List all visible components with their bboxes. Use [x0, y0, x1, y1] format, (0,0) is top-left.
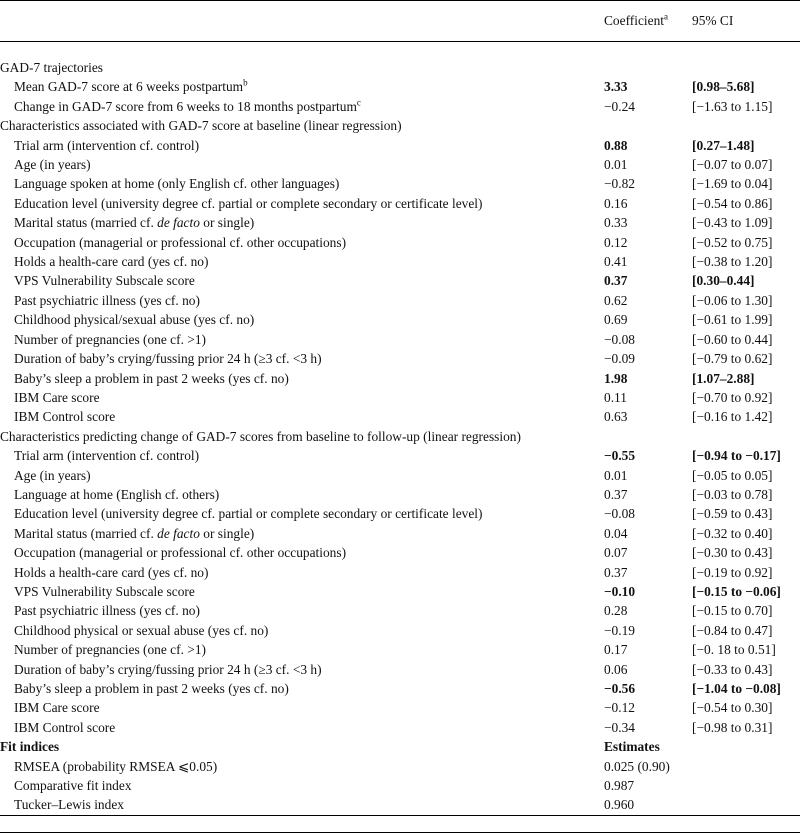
coefficient-cell: 0.28	[604, 603, 628, 619]
row-label: Language at home (English cf. others)	[14, 486, 220, 502]
table-row	[0, 485, 800, 504]
coefficient-cell: −0.56	[604, 681, 636, 696]
row-label: VPS Vulnerability Subscale score	[14, 273, 195, 289]
coefficient-cell: −0.09	[604, 351, 635, 367]
fit-indices-title: Fit indices	[0, 739, 60, 755]
row-label: Holds a health-care card (yes cf. no)	[14, 254, 209, 270]
row-label: Education level (university degree cf. partial or complete secondary or certificate level)	[14, 506, 483, 522]
table-row	[0, 174, 800, 193]
coefficient-cell: 0.04	[604, 525, 628, 541]
table-row	[0, 601, 800, 620]
table-row	[0, 388, 800, 407]
ci-cell: [−0.84 to 0.47]	[692, 622, 773, 638]
coefficient-cell: 0.12	[604, 234, 628, 250]
coefficient-cell: 0.17	[604, 642, 628, 658]
coefficient-cell: −0.34	[604, 719, 635, 735]
ci-cell: [−0.15 to −0.06]	[692, 583, 781, 599]
footnote-marker: c	[356, 97, 361, 108]
header-label-cell	[0, 1, 604, 42]
table-row	[0, 310, 800, 329]
ci-cell: [−0.98 to 0.31]	[692, 719, 773, 735]
coefficient-cell: 0.37	[604, 273, 628, 289]
ci-cell: [−0.60 to 0.44]	[692, 331, 773, 347]
section-title: GAD-7 trajectories	[0, 60, 103, 75]
table-row	[0, 504, 800, 523]
ci-cell: [−0.54 to 0.30]	[692, 700, 773, 716]
ci-cell: [−0.94 to −0.17]	[692, 448, 781, 464]
coefficient-cell: −0.19	[604, 622, 635, 638]
fit-index-row	[0, 776, 800, 795]
ci-cell: [−0.05 to 0.05]	[692, 467, 773, 483]
ci-cell: [−0.70 to 0.92]	[692, 389, 773, 405]
fit-index-row	[0, 757, 800, 776]
footnote-marker: b	[243, 77, 248, 88]
section-title: Characteristics associated with GAD-7 score at baseline (linear regression)	[0, 118, 402, 134]
row-label: Occupation (managerial or professional cf. other occupations)	[14, 545, 347, 561]
row-label: IBM Control score	[14, 409, 116, 425]
row-label: Age (in years)	[14, 157, 91, 173]
fit-index-label: Tucker–Lewis index	[0, 795, 604, 815]
coefficient-cell: −0.24	[604, 98, 635, 114]
row-label: IBM Care score	[14, 389, 100, 405]
coefficient-cell: 0.16	[604, 195, 628, 211]
coefficient-cell: −0.55	[604, 448, 636, 464]
table-row	[0, 582, 800, 601]
fit-index-value: 0.025 (0.90)	[604, 758, 670, 774]
table-row	[0, 543, 800, 562]
coefficient-cell: 0.41	[604, 254, 628, 270]
table-row	[0, 97, 800, 116]
table-row	[0, 679, 800, 698]
table-row	[0, 77, 800, 96]
coefficient-cell: 0.06	[604, 661, 628, 677]
row-label: VPS Vulnerability Subscale score	[14, 583, 195, 599]
row-label: Education level (university degree cf. partial or complete secondary or certificate level)	[14, 195, 483, 211]
ci-cell: [−0. 18 to 0.51]	[692, 642, 776, 658]
ci-cell: [−0.16 to 1.42]	[692, 409, 773, 425]
coefficient-cell: 0.69	[604, 312, 628, 328]
row-label: Number of pregnancies (one cf. >1)	[14, 331, 206, 347]
section-heading-row	[0, 58, 800, 77]
row-label: Past psychiatric illness (yes cf. no)	[14, 292, 200, 308]
coefficient-footnote-marker: a	[664, 11, 668, 22]
row-label: Occupation (managerial or professional cf. other occupations)	[14, 234, 347, 250]
table-row	[0, 698, 800, 717]
coefficient-cell: 0.01	[604, 467, 628, 483]
coefficient-cell: 0.07	[604, 545, 628, 561]
table-row	[0, 252, 800, 271]
coefficient-cell: 0.63	[604, 409, 628, 425]
section-title: Characteristics predicting change of GAD-7 scores from baseline to follow-up (linear regression)	[0, 428, 521, 444]
row-label: Childhood physical or sexual abuse (yes cf. no)	[14, 622, 269, 638]
table-row	[0, 330, 800, 349]
coefficient-cell: −0.10	[604, 583, 636, 599]
section-heading-row	[0, 427, 800, 446]
table-row	[0, 136, 800, 155]
row-label: IBM Care score	[14, 700, 100, 716]
table-body	[0, 42, 800, 833]
coefficient-cell: 0.11	[604, 389, 627, 405]
table-row	[0, 563, 800, 582]
ci-cell: [−1.04 to −0.08]	[692, 681, 781, 696]
table-row	[0, 349, 800, 368]
ci-cell: [−0.19 to 0.92]	[692, 564, 773, 580]
table-row	[0, 271, 800, 290]
row-label: Baby’s sleep a problem in past 2 weeks (yes cf. no)	[14, 681, 289, 696]
row-label: Past psychiatric illness (yes cf. no)	[14, 603, 200, 619]
coefficient-cell: 0.62	[604, 292, 628, 308]
ci-cell: [−0.32 to 0.40]	[692, 525, 773, 541]
fit-index-label: Comparative fit index	[14, 778, 132, 794]
coefficient-cell: 0.88	[604, 137, 628, 153]
row-label: Age (in years)	[14, 467, 91, 483]
row-label: Duration of baby’s crying/fussing prior 24 h (≥3 cf. <3 h)	[14, 351, 322, 367]
table-row	[0, 640, 800, 659]
estimates-header: Estimates	[604, 739, 660, 755]
coefficient-header: Coefficient$^a$	[604, 1, 692, 42]
table-row	[0, 291, 800, 310]
row-label: Childhood physical/sexual abuse (yes cf. no)	[14, 312, 255, 328]
coefficient-cell: 0.37	[604, 486, 628, 502]
table-row	[0, 407, 800, 426]
ci-cell: [−0.03 to 0.78]	[692, 486, 773, 502]
coefficient-cell: −0.08	[604, 331, 635, 347]
row-label: Number of pregnancies (one cf. >1)	[14, 642, 206, 658]
section-heading-row	[0, 116, 800, 135]
ci-cell: [−0.07 to 0.07]	[692, 157, 773, 173]
ci-cell: [−0.54 to 0.86]	[692, 195, 773, 211]
table-row	[0, 446, 800, 465]
coefficient-cell: −0.82	[604, 176, 635, 192]
ci-cell: [−0.06 to 1.30]	[692, 292, 773, 308]
ci-cell: [−0.33 to 0.43]	[692, 661, 773, 677]
coefficient-cell: 0.37	[604, 564, 628, 580]
table-row	[0, 718, 800, 737]
ci-cell: [−0.52 to 0.75]	[692, 234, 773, 250]
ci-cell: [0.30–0.44]	[692, 273, 755, 289]
table-row	[0, 369, 800, 388]
coefficient-cell: 3.33	[604, 79, 628, 95]
coefficient-cell: −0.08	[604, 506, 635, 522]
ci-cell: [−0.59 to 0.43]	[692, 506, 773, 522]
fit-index-label: RMSEA (probability RMSEA ⩽0.05)	[14, 758, 218, 774]
table-row	[0, 233, 800, 252]
coefficient-cell: 0.01	[604, 157, 628, 173]
table-row	[0, 194, 800, 213]
row-label: Trial arm (intervention cf. control)	[14, 137, 200, 153]
coefficient-cell: 0.33	[604, 215, 628, 231]
coefficient-cell: −0.12	[604, 700, 635, 716]
row-label: Baby’s sleep a problem in past 2 weeks (yes cf. no)	[14, 370, 289, 386]
table-row	[0, 213, 800, 232]
table-row	[0, 466, 800, 485]
ci-cell: [−0.79 to 0.62]	[692, 351, 773, 367]
ci-cell: [−1.69 to 0.04]	[692, 176, 773, 192]
ci-cell: [−0.43 to 1.09]	[692, 215, 773, 231]
fit-index-value: 0.960	[604, 795, 800, 815]
ci-cell: [−0.15 to 0.70]	[692, 603, 773, 619]
row-label: Language spoken at home (only English cf. other languages)	[14, 176, 340, 192]
row-label: IBM Control score	[14, 719, 116, 735]
row-label: Trial arm (intervention cf. control)	[14, 448, 200, 464]
ci-cell: [0.27–1.48]	[692, 137, 755, 153]
row-label: Marital status (married cf. de facto or single)	[14, 525, 255, 541]
row-label: Duration of baby’s crying/fussing prior 24 h (≥3 cf. <3 h)	[14, 661, 322, 677]
fit-index-value: 0.987	[604, 778, 635, 794]
ci-cell: [−0.61 to 1.99]	[692, 312, 773, 328]
ci-cell: [0.98–5.68]	[692, 79, 755, 95]
row-label: Change in GAD-7 score from 6 weeks to 18 months postpartum$^c$	[14, 97, 361, 114]
header-rule	[0, 42, 800, 59]
table-row	[0, 155, 800, 174]
fit-indices-heading-row	[0, 737, 800, 756]
ci-cell: [−0.30 to 0.43]	[692, 545, 773, 561]
table-row	[0, 621, 800, 640]
table-header-row	[0, 1, 800, 42]
ci-header: 95% CI	[692, 1, 800, 42]
table-row	[0, 660, 800, 679]
table-row	[0, 524, 800, 543]
fit-index-row	[0, 795, 800, 815]
row-label: Mean GAD-7 score at 6 weeks postpartum$^b$	[14, 77, 248, 95]
coefficient-cell: 1.98	[604, 370, 628, 386]
row-label: Marital status (married cf. de facto or single)	[14, 215, 255, 231]
row-label: Holds a health-care card (yes cf. no)	[14, 564, 209, 580]
ci-cell: [1.07–2.88]	[692, 370, 755, 386]
ci-cell: [−0.38 to 1.20]	[692, 254, 773, 270]
ci-cell: [−1.63 to 1.15]	[692, 98, 773, 114]
